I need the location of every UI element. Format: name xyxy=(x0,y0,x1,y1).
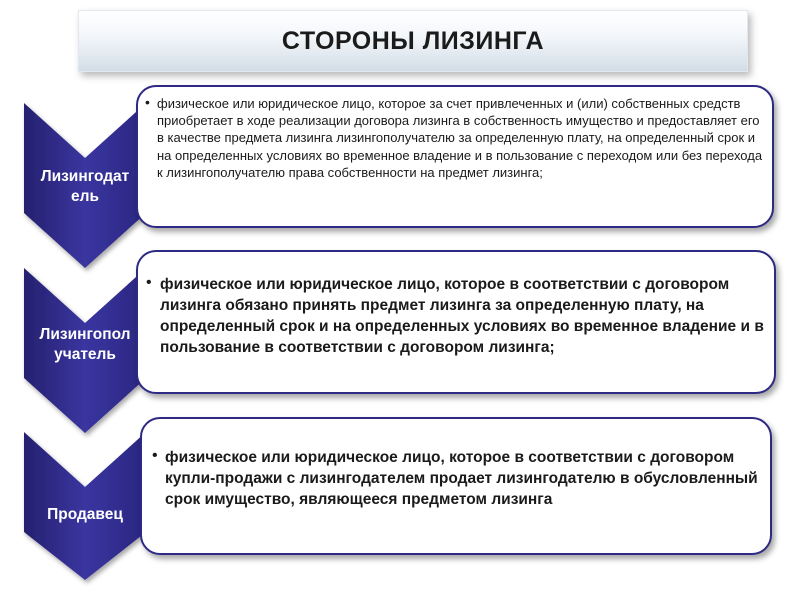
label-seller-line-1: Продавец xyxy=(47,506,123,523)
label-lessee-line-2: учатель xyxy=(54,346,116,363)
label-lessee xyxy=(24,318,146,372)
definition-box-lessor xyxy=(136,85,774,228)
definition-text-lessor: физическое или юридическое лицо, которое за счет привлеченных и (или) собственных средств приобретает в ходе реализации договора лизинга в собственность имущество и предоставляет его в качестве предмета лизинга лизингополучателю за определенную плату, на определенный срок и на определенных условиях во временное владение и в пользование с переходом или без перехода к лизингополучателю права собственности на предмет лизинга; xyxy=(157,96,763,180)
label-lessor xyxy=(24,160,146,214)
definition-box-lessee xyxy=(136,250,776,394)
label-lessor-line-1: Лизингодат xyxy=(40,168,130,185)
label-seller xyxy=(24,503,146,527)
bullet-marker: • xyxy=(145,94,150,110)
bullet-marker: • xyxy=(146,274,152,291)
definition-text-lessee: физическое или юридическое лицо, которое в соответствии с договором лизинга обязано принять предмет лизинга за определенную плату, на определенный срок и на определенных условиях во временное владение и в пользование в соответствии с договором лизинга; xyxy=(160,276,764,356)
bullet-marker: • xyxy=(152,447,158,464)
label-lessor-line-2: ель xyxy=(70,188,99,205)
definition-text-seller: физическое или юридическое лицо, которое в соответствии с договором купли-продажи с лизингодателем продает лизингодателю в обусловленный срок имущество, являющееся предметом лизинга xyxy=(165,449,758,508)
page-title: СТОРОНЫ ЛИЗИНГА xyxy=(281,26,545,55)
label-lessee-line-1: Лизингопол xyxy=(39,326,131,343)
definition-box-seller xyxy=(140,417,772,555)
